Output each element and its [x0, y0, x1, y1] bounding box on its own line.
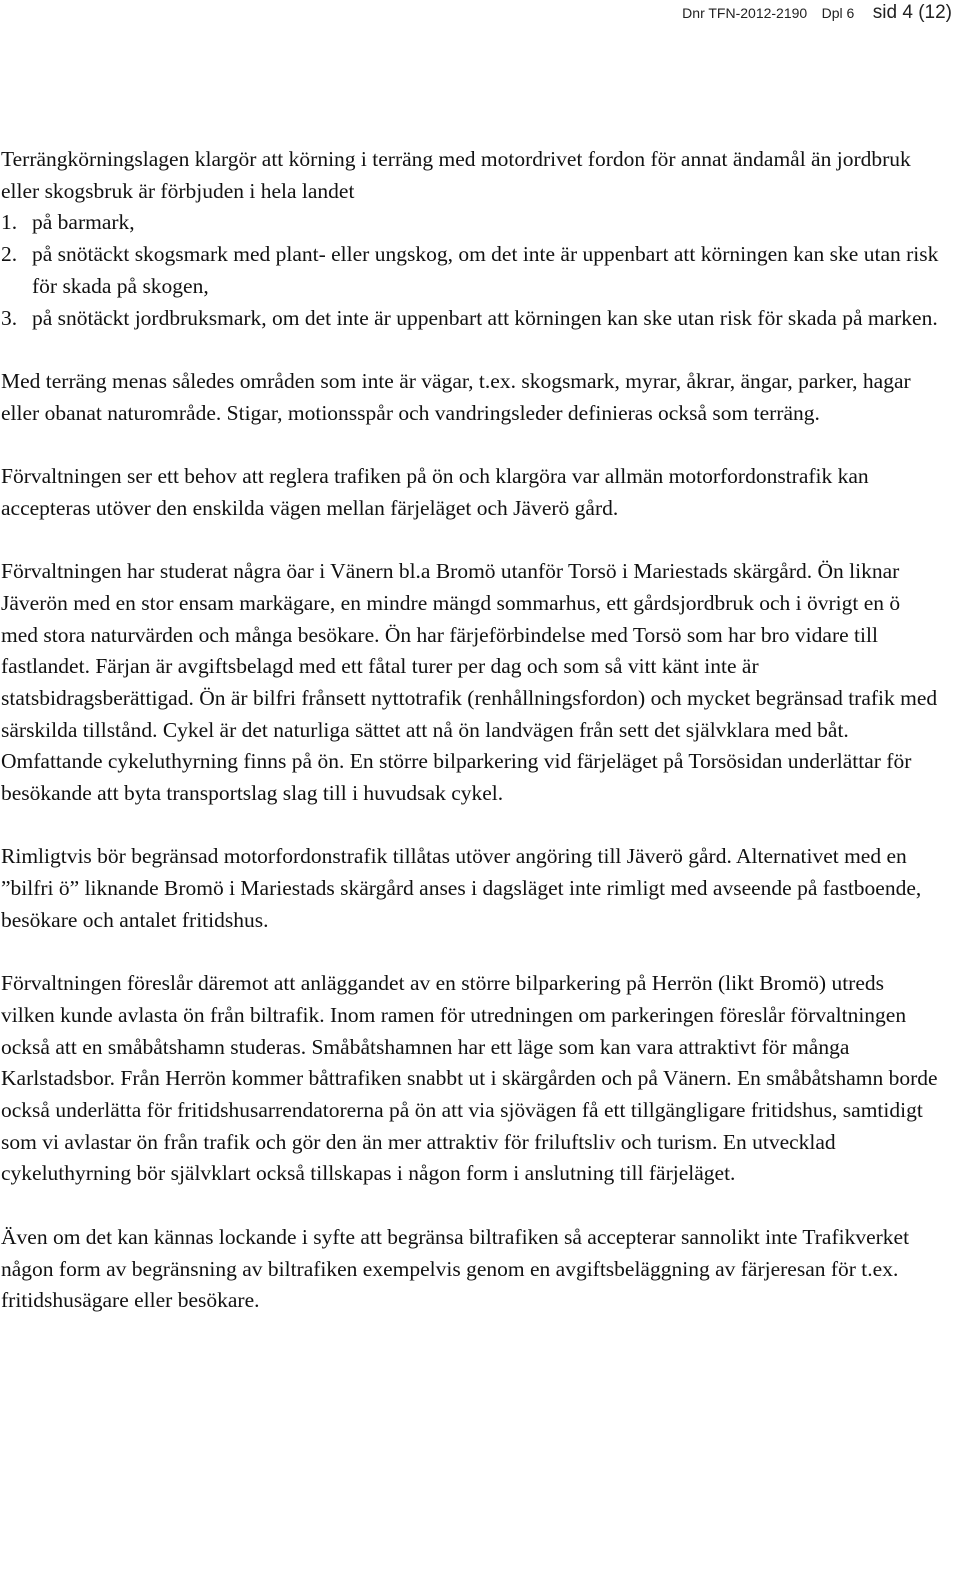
document-reference: Dnr TFN-2012-2190: [682, 5, 808, 21]
list-item-number: 1.: [1, 210, 18, 235]
paragraph-terrain-definition: Med terräng menas således områden som inte är vägar, t.ex. skogsmark, myrar, åkrar, ängar, parker, hagar eller obanat naturområde. Stigar, motionsspår och vandringsleder definieras också som terräng.: [1, 368, 911, 425]
intro-paragraph: Terrängkörningslagen klargör att körning i terräng med motordrivet fordon för annat ändamål än jordbruk eller skogsbruk är förbjuden i hela landet: [1, 147, 911, 203]
paragraph-parking-proposal: Förvaltningen föreslår däremot att anläggandet av en större bilparkering på Herrön (likt Bromö) utreds vilken kunde avlasta ön från biltrafik. Inom ramen för utredningen om parkeringen föreslår förvaltningen också att en småbåtshamn studeras. Småbåtshamnen har ett läge som kan vara attraktivt för många Karlstadsbor. Från Herrön kommer båttrafiken snabbt ut i skärgården och på Vänern. En småbåtshamn borde också underlätta för fritidshusarrendatorerna på ön att via sjövägen få ett tillgängligare fritidshus, samtidigt som vi avlastar ön från trafik och gör den än mer attraktiv för friluftsliv och turism. En utvecklad cykeluthyrning bör självklart också tillskapas i någon form i anslutning till färjeläget.: [1, 971, 938, 1186]
list-item-text: på snötäckt skogsmark med plant- eller ungskog, om det inte är uppenbart att körningen kan ske utan risk för skada på skogen,: [32, 242, 939, 298]
list-item: [1, 239, 941, 302]
list-item-number: 2.: [1, 242, 18, 267]
page-number: sid 4 (12): [872, 2, 952, 23]
paragraph-ferry-fee: Även om det kan kännas lockande i syfte att begränsa biltrafiken så accepterar sannolikt inte Trafikverket någon form av begränsning av biltrafiken exempelvis genom en avgiftsbeläggning av färjeresan för t.ex. fritidshusägare eller besökare.: [1, 1224, 910, 1313]
list-item-number: 3.: [1, 305, 18, 330]
paragraph-regulation-need: Förvaltningen ser ett behov att reglera trafiken på ön och klargöra var allmän motorfordonstrafik kan accepteras utöver den enskilda vägen mellan färjeläget och Jäverö gård.: [1, 464, 869, 520]
paragraph-limited-traffic: Rimligtvis bör begränsad motorfordonstrafik tillåtas utöver angöring till Jäverö gård. Alternativet med en ”bilfri ö” liknande Bromö i Mariestads skärgård anses i dagsläget inte rimligt med avseende på fastboende, besökare och antalet fritidshus.: [1, 844, 922, 932]
page-header: [682, 2, 952, 24]
document-section: Dpl 6: [821, 5, 855, 21]
list-item-text: på snötäckt jordbruksmark, om det inte är uppenbart att körningen kan ske utan risk för skada på marken.: [32, 305, 938, 330]
paragraph-bromo-study: Förvaltningen har studerat några öar i Vänern bl.a Bromö utanför Torsö i Mariestads skärgård. Ön liknar Jäverön med en stor ensam markägare, en mindre mängd sommarhus, ett gårdsjordbruk och i övrigt en ö med stora naturvärden och många besökare. Ön har färjeförbindelse med Torsö som har bro vidare till fastlandet. Färjan är avgiftsbelagd med ett fåtal turer per dag och som så vitt känt inte är statsbidragsberättigad. Ön är bilfri frånsett nyttotrafik (renhållningsfordon) och mycket begränsad trafik med särskilda tillstånd. Cykel är det naturliga sättet att nå ön landvägen från sett det självklara med båt. Omfattande cykeluthyrning finns på ön. En större bilparkering vid färjeläget på Torsösidan underlättar för besökande att byta transportslag slag till i huvudsak cykel.: [1, 559, 938, 806]
list-item: [1, 303, 941, 335]
document-body: [1, 144, 941, 1317]
list-item: [1, 207, 941, 239]
numbered-list: [1, 207, 941, 334]
list-item-text: på barmark,: [32, 210, 135, 235]
